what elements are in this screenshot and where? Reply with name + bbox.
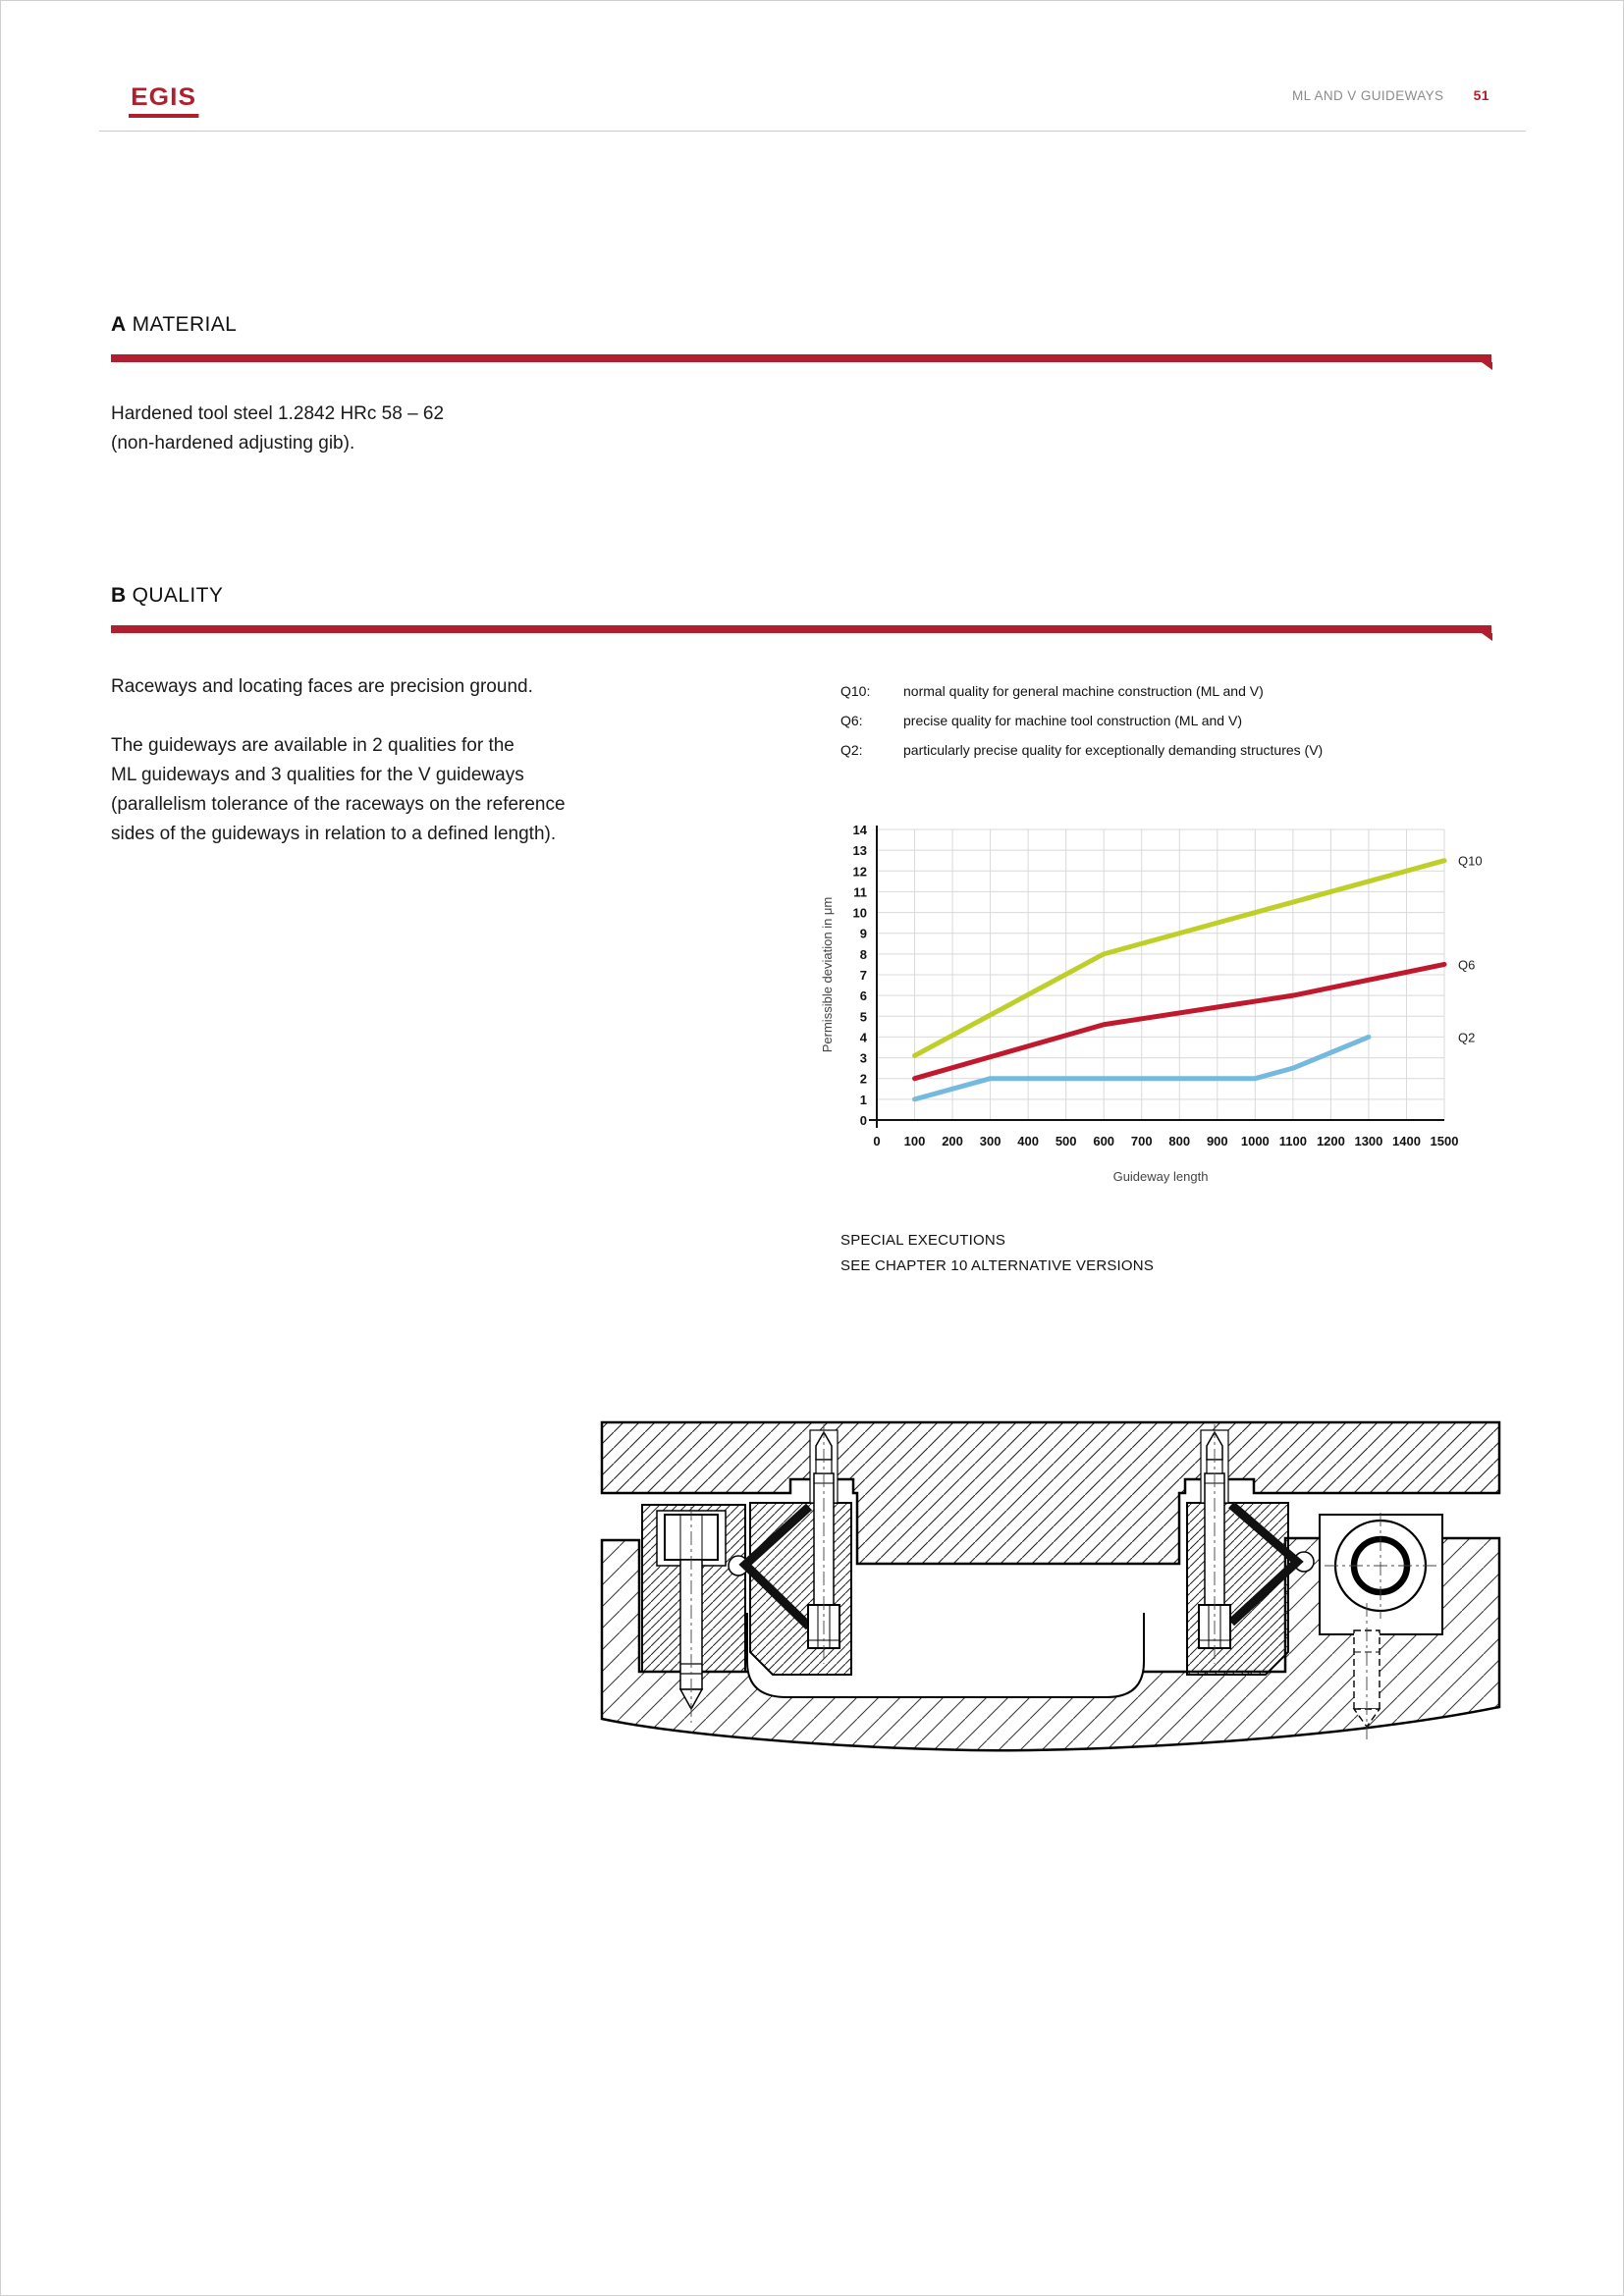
svg-text:6: 6	[859, 988, 867, 1004]
svg-text:1200: 1200	[1316, 1134, 1345, 1148]
section-b-heading	[111, 584, 223, 608]
legend-desc-q10: normal quality for general machine construction (ML and V)	[903, 683, 1264, 699]
svg-text:5: 5	[859, 1009, 867, 1025]
material-line-1: Hardened tool steel 1.2842 HRc 58 – 62	[111, 403, 445, 424]
svg-text:11: 11	[853, 884, 867, 900]
svg-text:12: 12	[852, 864, 867, 880]
chapter-title: ML AND V GUIDEWAYS	[1291, 88, 1444, 103]
running-header	[1292, 87, 1489, 103]
legend-term-q6: Q6:	[840, 713, 863, 728]
section-a-title: MATERIAL	[132, 313, 238, 336]
svg-text:7: 7	[859, 968, 867, 983]
egis-logo: EGIS	[129, 83, 198, 118]
special-line-2: SEE CHAPTER 10 ALTERNATIVE VERSIONS	[840, 1257, 1155, 1274]
special-line-1: SPECIAL EXECUTIONS	[840, 1232, 1006, 1249]
svg-text:400: 400	[1017, 1134, 1039, 1148]
svg-text:1500: 1500	[1430, 1134, 1459, 1148]
quality-tolerance-chart	[806, 818, 1493, 1201]
svg-text:Guideway length: Guideway length	[1112, 1169, 1209, 1184]
svg-text:10: 10	[852, 905, 867, 921]
quality-paragraph-2	[111, 731, 779, 849]
quality-p2-line4: sides of the guideways in relation to a defined length).	[111, 824, 557, 844]
section-b-letter: B	[111, 584, 127, 607]
section-a-rule	[111, 354, 1491, 362]
svg-text:700: 700	[1130, 1134, 1153, 1148]
legend-desc-q6: precise quality for machine tool construction (ML and V)	[903, 713, 1242, 728]
quality-p2-line1: The guideways are available in 2 qualities for the	[111, 735, 514, 756]
svg-text:4: 4	[859, 1030, 867, 1045]
svg-text:Q6: Q6	[1458, 957, 1476, 973]
section-a-heading	[111, 313, 237, 337]
legend-term-q10: Q10:	[840, 683, 871, 699]
svg-text:1000: 1000	[1240, 1134, 1270, 1148]
svg-text:0: 0	[873, 1134, 881, 1148]
svg-text:Permissible deviation in μm: Permissible deviation in μm	[820, 896, 835, 1053]
quality-p2-line2: ML guideways and 3 qualities for the V guideways	[111, 765, 524, 785]
svg-text:600: 600	[1093, 1134, 1115, 1148]
svg-text:1: 1	[859, 1092, 867, 1107]
guideway-cross-section-drawing	[598, 1416, 1503, 1762]
section-a-letter: A	[111, 313, 127, 336]
quality-legend	[840, 676, 1323, 765]
header-rule	[99, 131, 1526, 132]
quality-p2-line3: (parallelism tolerance of the raceways on the reference	[111, 794, 566, 815]
legend-row-q6	[840, 706, 1323, 735]
quality-paragraph-1: Raceways and locating faces are precision ground.	[111, 676, 533, 697]
material-line-2: (non-hardened adjusting gib).	[111, 433, 355, 454]
special-executions-note	[840, 1228, 1154, 1279]
page-number: 51	[1473, 87, 1489, 103]
svg-text:Q10: Q10	[1458, 853, 1483, 869]
section-b-rule	[111, 625, 1491, 633]
legend-row-q2	[840, 735, 1323, 765]
svg-text:13: 13	[852, 843, 867, 859]
svg-text:Q2: Q2	[1458, 1030, 1476, 1045]
svg-text:900: 900	[1206, 1134, 1228, 1148]
section-a-body	[111, 400, 444, 458]
svg-text:1100: 1100	[1278, 1134, 1307, 1148]
svg-text:0: 0	[859, 1113, 867, 1128]
svg-text:8: 8	[859, 946, 867, 962]
svg-text:3: 3	[859, 1050, 867, 1066]
section-b-title: QUALITY	[132, 584, 224, 607]
legend-term-q2: Q2:	[840, 742, 863, 758]
svg-text:100: 100	[903, 1134, 926, 1148]
svg-text:1300: 1300	[1354, 1134, 1383, 1148]
svg-text:9: 9	[859, 926, 867, 941]
legend-desc-q2: particularly precise quality for exceptionally demanding structures (V)	[903, 742, 1324, 758]
svg-text:2: 2	[859, 1071, 867, 1087]
svg-text:200: 200	[942, 1134, 963, 1148]
svg-text:14: 14	[852, 823, 867, 837]
section-b-body	[111, 672, 779, 849]
svg-text:800: 800	[1168, 1134, 1191, 1148]
legend-row-q10	[840, 676, 1323, 706]
svg-text:300: 300	[979, 1134, 1001, 1148]
svg-text:500: 500	[1055, 1134, 1077, 1148]
svg-text:1400: 1400	[1392, 1134, 1421, 1148]
